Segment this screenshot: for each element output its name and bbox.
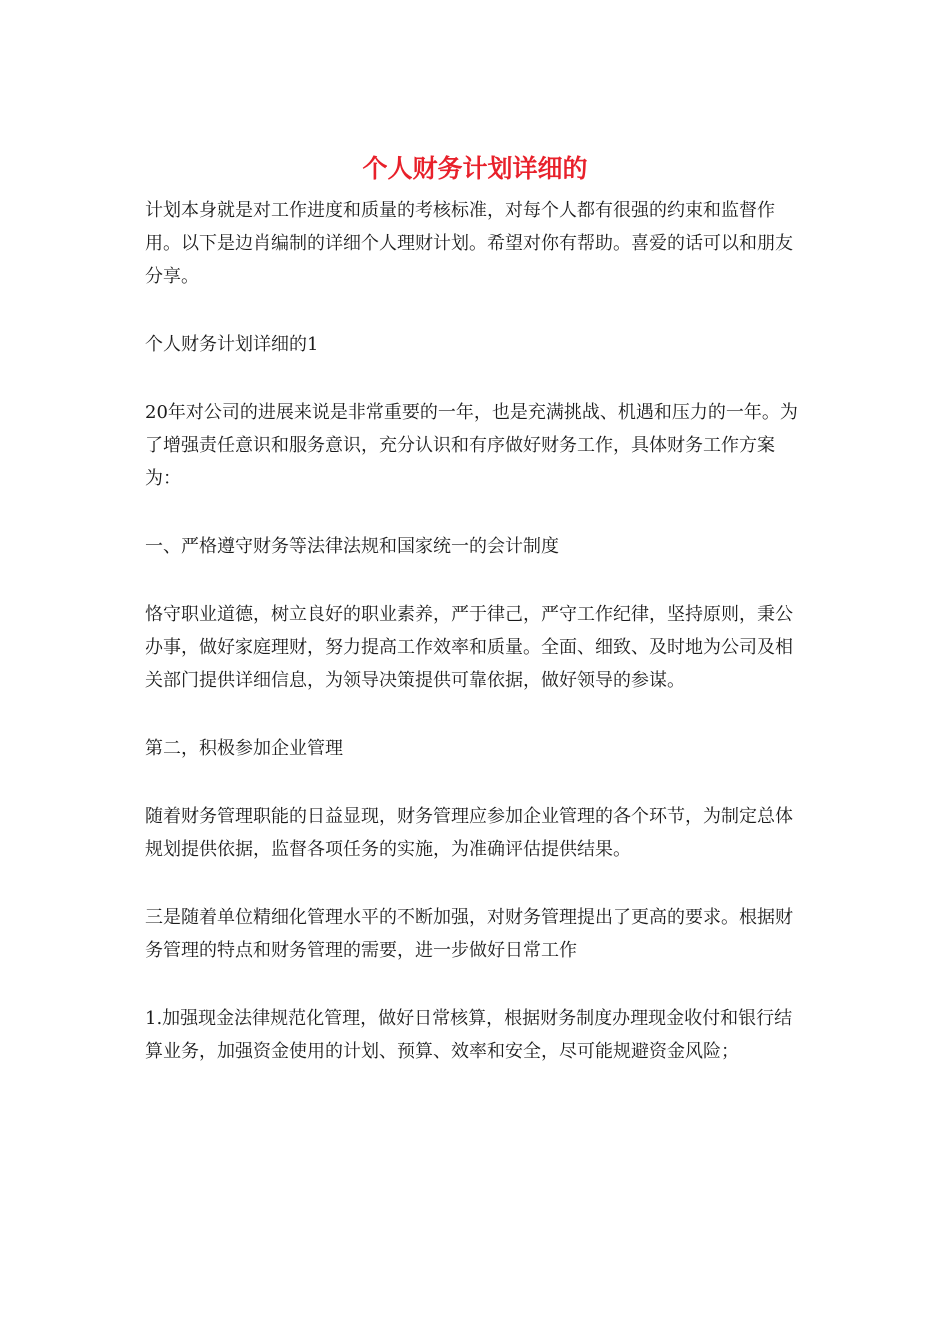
document-title: 个人财务计划详细的 xyxy=(362,154,588,183)
paragraph-overview: 20年对公司的进展来说是非常重要的一年，也是充满挑战、机遇和压力的一年。为了增强责任意识和服务意识，充分认识和有序做好财务工作，具体财务工作方案为： xyxy=(145,402,798,489)
paragraph-section-heading: 个人财务计划详细的1 xyxy=(145,334,319,355)
document-body xyxy=(145,194,810,1103)
paragraph-sub-item-one: 1.加强现金法律规范化管理，做好日常核算，根据财务制度办理现金收付和银行结算业务，加强资金使用的计划、预算、效率和安全，尽可能规避资金风险； xyxy=(145,1008,793,1062)
paragraph-item-one-body: 恪守职业道德，树立良好的职业素养，严于律己，严守工作纪律，坚持原则，秉公办事，做好家庭理财，努力提高工作效率和质量。全面、细致、及时地为公司及相关部门提供详细信息，为领导决策提供可靠依据，做好领导的参谋。 xyxy=(145,604,793,691)
paragraph-item-three: 三是随着单位精细化管理水平的不断加强，对财务管理提出了更高的要求。根据财务管理的特点和财务管理的需要，进一步做好日常工作 xyxy=(145,907,793,961)
paragraph-item-two-body: 随着财务管理职能的日益显现，财务管理应参加企业管理的各个环节，为制定总体规划提供依据，监督各项任务的实施，为准确评估提供结果。 xyxy=(145,806,793,860)
paragraph-intro: 计划本身就是对工作进度和质量的考核标准，对每个人都有很强的约束和监督作用。以下是边肖编制的详细个人理财计划。希望对你有帮助。喜爱的话可以和朋友分享。 xyxy=(145,200,793,287)
paragraph-item-two-heading: 第二，积极参加企业管理 xyxy=(145,738,343,759)
paragraph-item-one-heading: 一、严格遵守财务等法律法规和国家统一的会计制度 xyxy=(145,536,559,557)
